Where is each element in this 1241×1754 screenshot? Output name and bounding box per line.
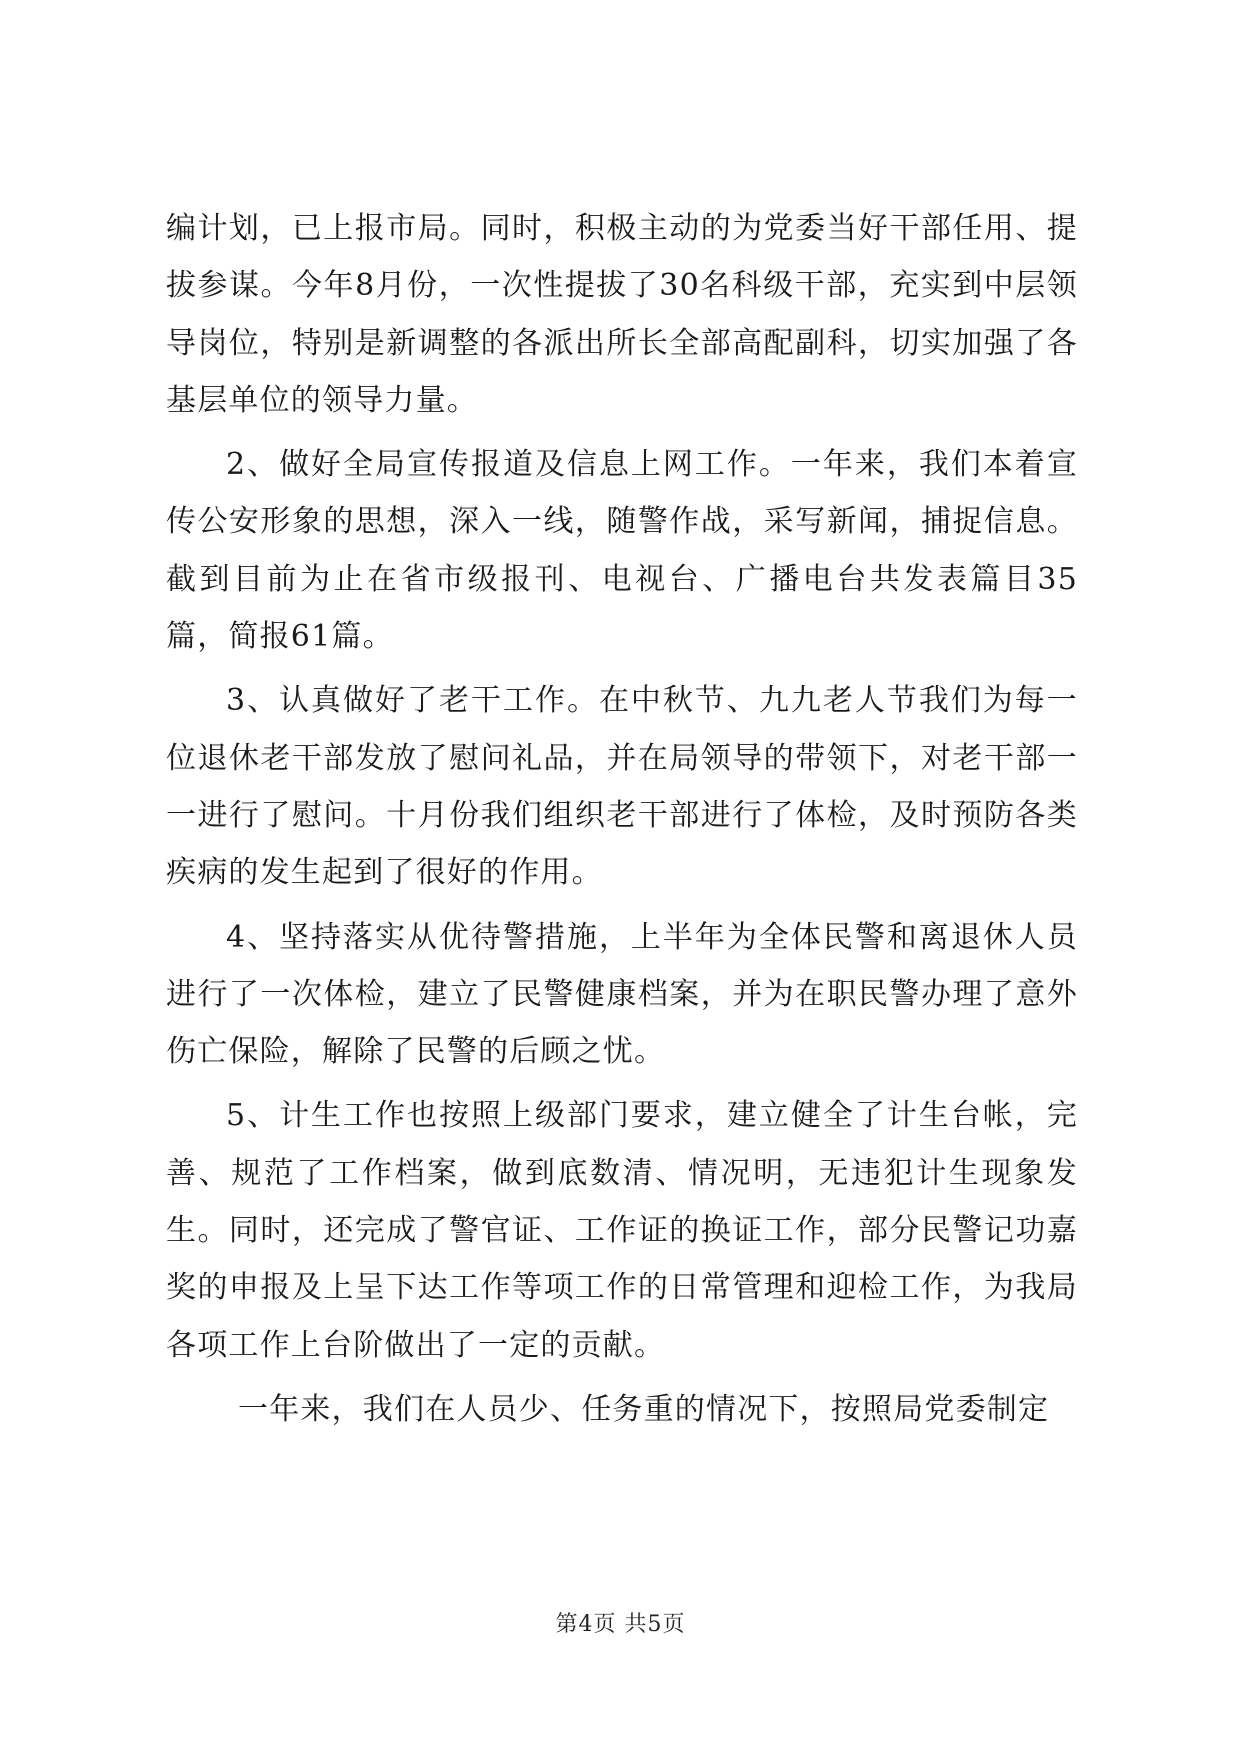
page-number-footer: 第4页 共5页 xyxy=(555,1612,686,1637)
paragraph-continuation: 编计划，已上报市局。同时，积极主动的为党委当好干部任用、提拔参谋。今年8月份，一次性提拔了30名科级干部，充实到中层领导岗位，特别是新调整的各派出所长全部高配副科，切实加强了各基层单位的领导力量。 xyxy=(166,211,1078,418)
paragraph-summary: 一年来，我们在人员少、任务重的情况下，按照局党委制定 xyxy=(238,1391,1050,1427)
paragraph-item-5: 5、计生工作也按照上级部门要求，建立健全了计生台帐，完善、规范了工作档案，做到底数清、情况明，无违犯计生现象发生。同时，还完成了警官证、工作证的换证工作，部分民警记功嘉奖的申报及上呈下达工作等项工作的日常管理和迎检工作，为我局各项工作上台阶做出了一定的贡献。 xyxy=(166,1098,1078,1363)
paragraph-item-3: 3、认真做好了老干工作。在中秋节、九九老人节我们为每一位退休老干部发放了慰问礼品，并在局领导的带领下，对老干部一一进行了慰问。十月份我们组织老干部进行了体检，及时预防各类疾病的发生起到了很好的作用。 xyxy=(166,683,1078,891)
paragraph-item-4: 4、坚持落实从优待警措施，上半年为全体民警和离退休人员进行了一次体检，建立了民警健康档案，并为在职民警办理了意外伤亡保险，解除了民警的后顾之忧。 xyxy=(166,919,1078,1070)
document-body xyxy=(166,200,1078,1445)
paragraph-item-2: 2、做好全局宣传报道及信息上网工作。一年来，我们本着宣传公安形象的思想，深入一线，随警作战，采写新闻，捕捉信息。截到目前为止在省市级报刊、电视台、广播电台共发表篇目35篇，简报61篇。 xyxy=(166,447,1078,655)
